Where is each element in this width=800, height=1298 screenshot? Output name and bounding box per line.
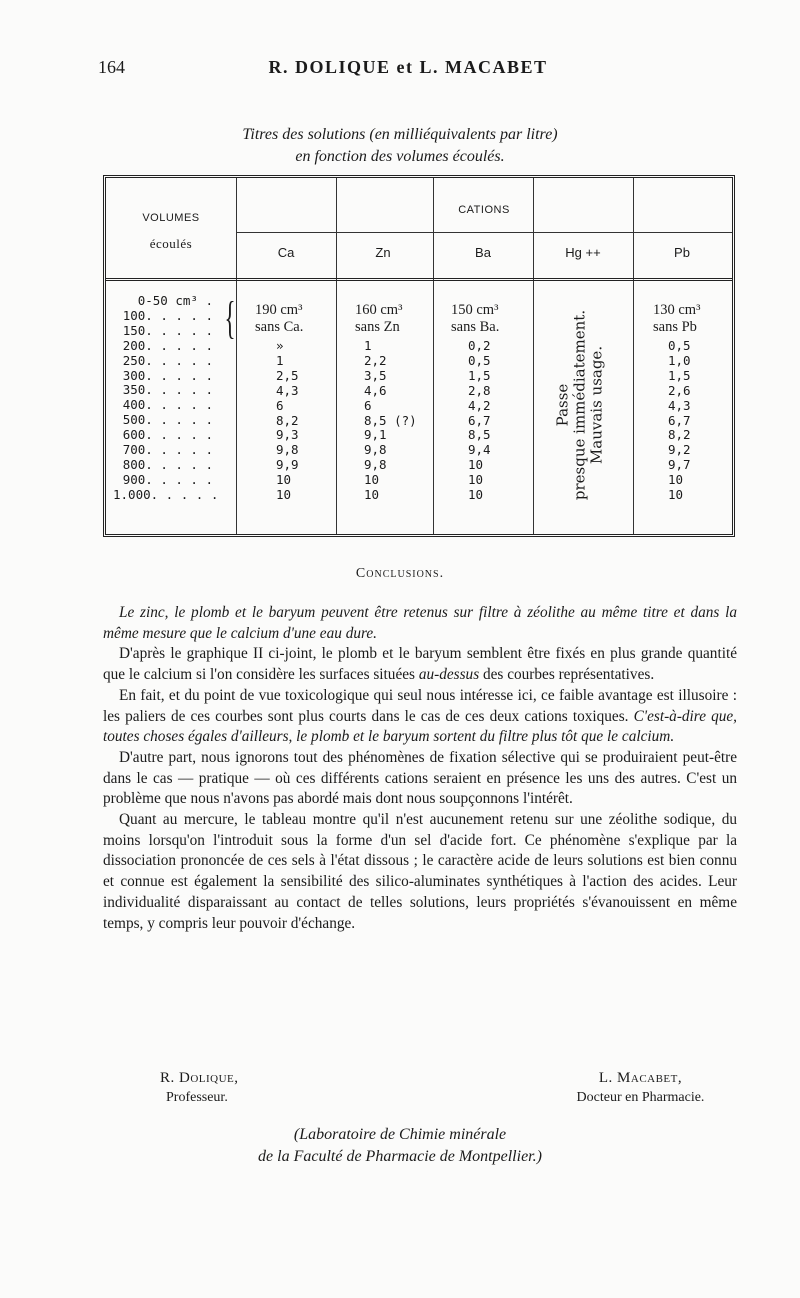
paragraph-2: D'après le graphique II ci-joint, le plomb et le baryum semblent être fixés en plus grande quantité que le calcium si l'on considère les surfaces situées au-dessus des courbes représentatives. bbox=[103, 645, 737, 684]
column-header-pb: Pb bbox=[674, 245, 690, 260]
pb-cell: 9,7 bbox=[668, 457, 691, 473]
table-divider bbox=[236, 232, 732, 233]
column-header-ca: Ca bbox=[277, 245, 295, 260]
ba-cell: 0,2 bbox=[468, 338, 491, 353]
volume-cell: 700. . . . . bbox=[122, 442, 213, 458]
paragraph-3: En fait, et du point de vue toxicologique qui seul nous intéresse ici, ce faible avantage est illusoire : les paliers de ces courbes sont plus courts dans le cas de ces deux cations toxiques. C'est-à-dire que, toutes choses égales d'ailleurs, le plomb et le baryum sortent du filtre plus tôt que le calcium. bbox=[103, 686, 737, 746]
ba-cell: 9,4 bbox=[468, 442, 491, 458]
zn-cell: 9,1 bbox=[364, 427, 387, 443]
volume-cell: 800. . . . . bbox=[122, 456, 213, 472]
column-header-hg: Hg ++ bbox=[565, 245, 601, 260]
pb-cell: 10 bbox=[668, 487, 684, 503]
zn-cell: 9,8 bbox=[364, 457, 387, 473]
header-authors: R. DOLIQUE et L. MACABET bbox=[268, 57, 548, 77]
hg-note: Passe presque immédiatement. Mauvais usage. bbox=[553, 309, 606, 501]
table-caption bbox=[0, 124, 800, 168]
pb-cell: 10 bbox=[668, 472, 684, 488]
ba-cell: 10 bbox=[468, 457, 484, 473]
laboratory-note: (Laboratoire de Chimie minérale de la Faculté de Pharmacie de Montpellier.) bbox=[258, 1126, 542, 1165]
zn-cell: 4,6 bbox=[364, 382, 387, 398]
signature-right-name: L. Macabet, bbox=[598, 1070, 683, 1086]
volume-cell: 350. . . . . bbox=[122, 382, 213, 398]
zn-cell: 10 bbox=[364, 487, 380, 503]
ba-cell: 2,8 bbox=[468, 382, 491, 398]
zn-cell: 2,2 bbox=[364, 352, 387, 368]
signature-left bbox=[160, 1068, 239, 1108]
page-number: 164 bbox=[98, 57, 125, 77]
volume-cell: 100. . . . . bbox=[122, 307, 213, 323]
column-header-ba: Ba bbox=[475, 245, 491, 260]
pb-cell: 8,2 bbox=[668, 427, 691, 443]
volumes-column bbox=[113, 293, 219, 503]
table-header-rule bbox=[106, 278, 732, 281]
volume-cell: 600. . . . . bbox=[122, 427, 213, 443]
ba-cell: 10 bbox=[468, 472, 484, 488]
volume-cell: 1.000. . . . . bbox=[113, 486, 219, 502]
ca-cell: 9,9 bbox=[276, 457, 299, 473]
zn-cell: 9,8 bbox=[364, 442, 387, 458]
ba-cell: 4,2 bbox=[468, 397, 491, 413]
zn-cell: 3,5 bbox=[364, 367, 387, 383]
volumes-header: VOLUMES bbox=[142, 212, 200, 224]
cations-header: CATIONS bbox=[458, 204, 510, 216]
first-row-ca: 190 cm³ sans Ca. bbox=[255, 302, 304, 335]
first-row-ba: 150 cm³ sans Ba. bbox=[451, 302, 500, 335]
pb-cell: 1,5 bbox=[668, 367, 691, 383]
ca-cell: 9,3 bbox=[276, 427, 299, 443]
first-row-zn: 160 cm³ sans Zn bbox=[355, 302, 403, 335]
ca-cell: » bbox=[276, 338, 284, 353]
volume-cell: 300. . . . . bbox=[122, 367, 213, 383]
ca-cell: 8,2 bbox=[276, 412, 299, 428]
signature-right bbox=[553, 1068, 728, 1108]
ca-cell: 4,3 bbox=[276, 382, 299, 398]
signature-left-role: Professeur. bbox=[166, 1090, 228, 1105]
volume-cell: 200. . . . . bbox=[122, 337, 213, 353]
ca-cell: 6 bbox=[276, 397, 284, 413]
ba-cell: 0,5 bbox=[468, 352, 491, 368]
conclusions-heading: Conclusions. bbox=[355, 566, 445, 581]
pb-cell: 2,6 bbox=[668, 382, 691, 398]
signature-right-role: Docteur en Pharmacie. bbox=[576, 1090, 705, 1105]
volume-cell: 150. . . . . bbox=[122, 322, 213, 338]
volume-cell: 400. . . . . bbox=[122, 397, 213, 413]
pb-cell: 6,7 bbox=[668, 412, 691, 428]
first-row-pb: 130 cm³ sans Pb bbox=[653, 302, 701, 335]
pb-cell: 1,0 bbox=[668, 352, 691, 368]
volumes-subheader: écoulés bbox=[149, 236, 193, 251]
zn-cell: 10 bbox=[364, 472, 380, 488]
column-header-zn: Zn bbox=[375, 245, 391, 260]
ba-cell: 1,5 bbox=[468, 367, 491, 383]
pb-column bbox=[668, 339, 691, 503]
conclusions-body bbox=[103, 603, 737, 934]
brace-glyph: { bbox=[224, 292, 236, 343]
paragraph-1: Le zinc, le plomb et le baryum peuvent être retenus sur filtre à zéolithe au même titre et dans la même mesure que le calcium d'une eau dure. bbox=[103, 604, 737, 642]
caption-line-1: Titres des solutions (en milliéquivalents par litre) bbox=[242, 126, 558, 143]
signature-left-name: R. Dolique, bbox=[160, 1070, 239, 1086]
ca-cell: 10 bbox=[276, 472, 292, 488]
volume-cell: 0-50 cm³ . bbox=[137, 293, 213, 308]
pb-cell: 0,5 bbox=[668, 338, 691, 353]
pb-cell: 9,2 bbox=[668, 442, 691, 458]
ba-cell: 6,7 bbox=[468, 412, 491, 428]
caption-line-2: en fonction des volumes écoulés. bbox=[295, 148, 505, 165]
volume-cell: 250. . . . . bbox=[122, 352, 213, 368]
ca-cell: 1 bbox=[276, 352, 284, 368]
ca-cell: 9,8 bbox=[276, 442, 299, 458]
volume-cell: 500. . . . . bbox=[122, 412, 213, 428]
volume-cell: 900. . . . . bbox=[122, 471, 213, 487]
running-header bbox=[98, 57, 718, 81]
zn-column bbox=[364, 339, 417, 503]
ca-column bbox=[276, 339, 299, 503]
ca-cell: 10 bbox=[276, 487, 292, 503]
paragraph-4: D'autre part, nous ignorons tout des phénomènes de fixation sélective qui se produiraient peut-être dans le cas — pratique — où ces différents cations seraient en présence les uns des autres. C'est un problème que nous n'avons pas abordé mais dont nous soupçonnons l'intérêt. bbox=[103, 748, 737, 808]
zn-cell: 1 bbox=[364, 338, 372, 353]
zn-cell: 8,5 (?) bbox=[364, 412, 417, 428]
zn-cell: 6 bbox=[364, 397, 372, 413]
ba-cell: 8,5 bbox=[468, 427, 491, 443]
pb-cell: 4,3 bbox=[668, 397, 691, 413]
ca-cell: 2,5 bbox=[276, 367, 299, 383]
paragraph-5: Quant au mercure, le tableau montre qu'il n'est aucunement retenu sur une zéolithe sodique, du moins lorsqu'on l'introduit sous la forme d'un sel d'acide fort. Ce phénomène s'explique par la dissociation prononcée de ces sels à l'état dissous ; le caractère acide de leurs solutions est bien connu et connue est également la sensibilité des silico-aluminates synthétiques à l'action des acides. Leur individualité disparaissant au contact de telles solutions, leurs propriétés s'évanouissent en même temps, y compris leur pouvoir d'échange. bbox=[103, 811, 737, 932]
ba-cell: 10 bbox=[468, 487, 484, 503]
ba-column bbox=[468, 339, 491, 503]
